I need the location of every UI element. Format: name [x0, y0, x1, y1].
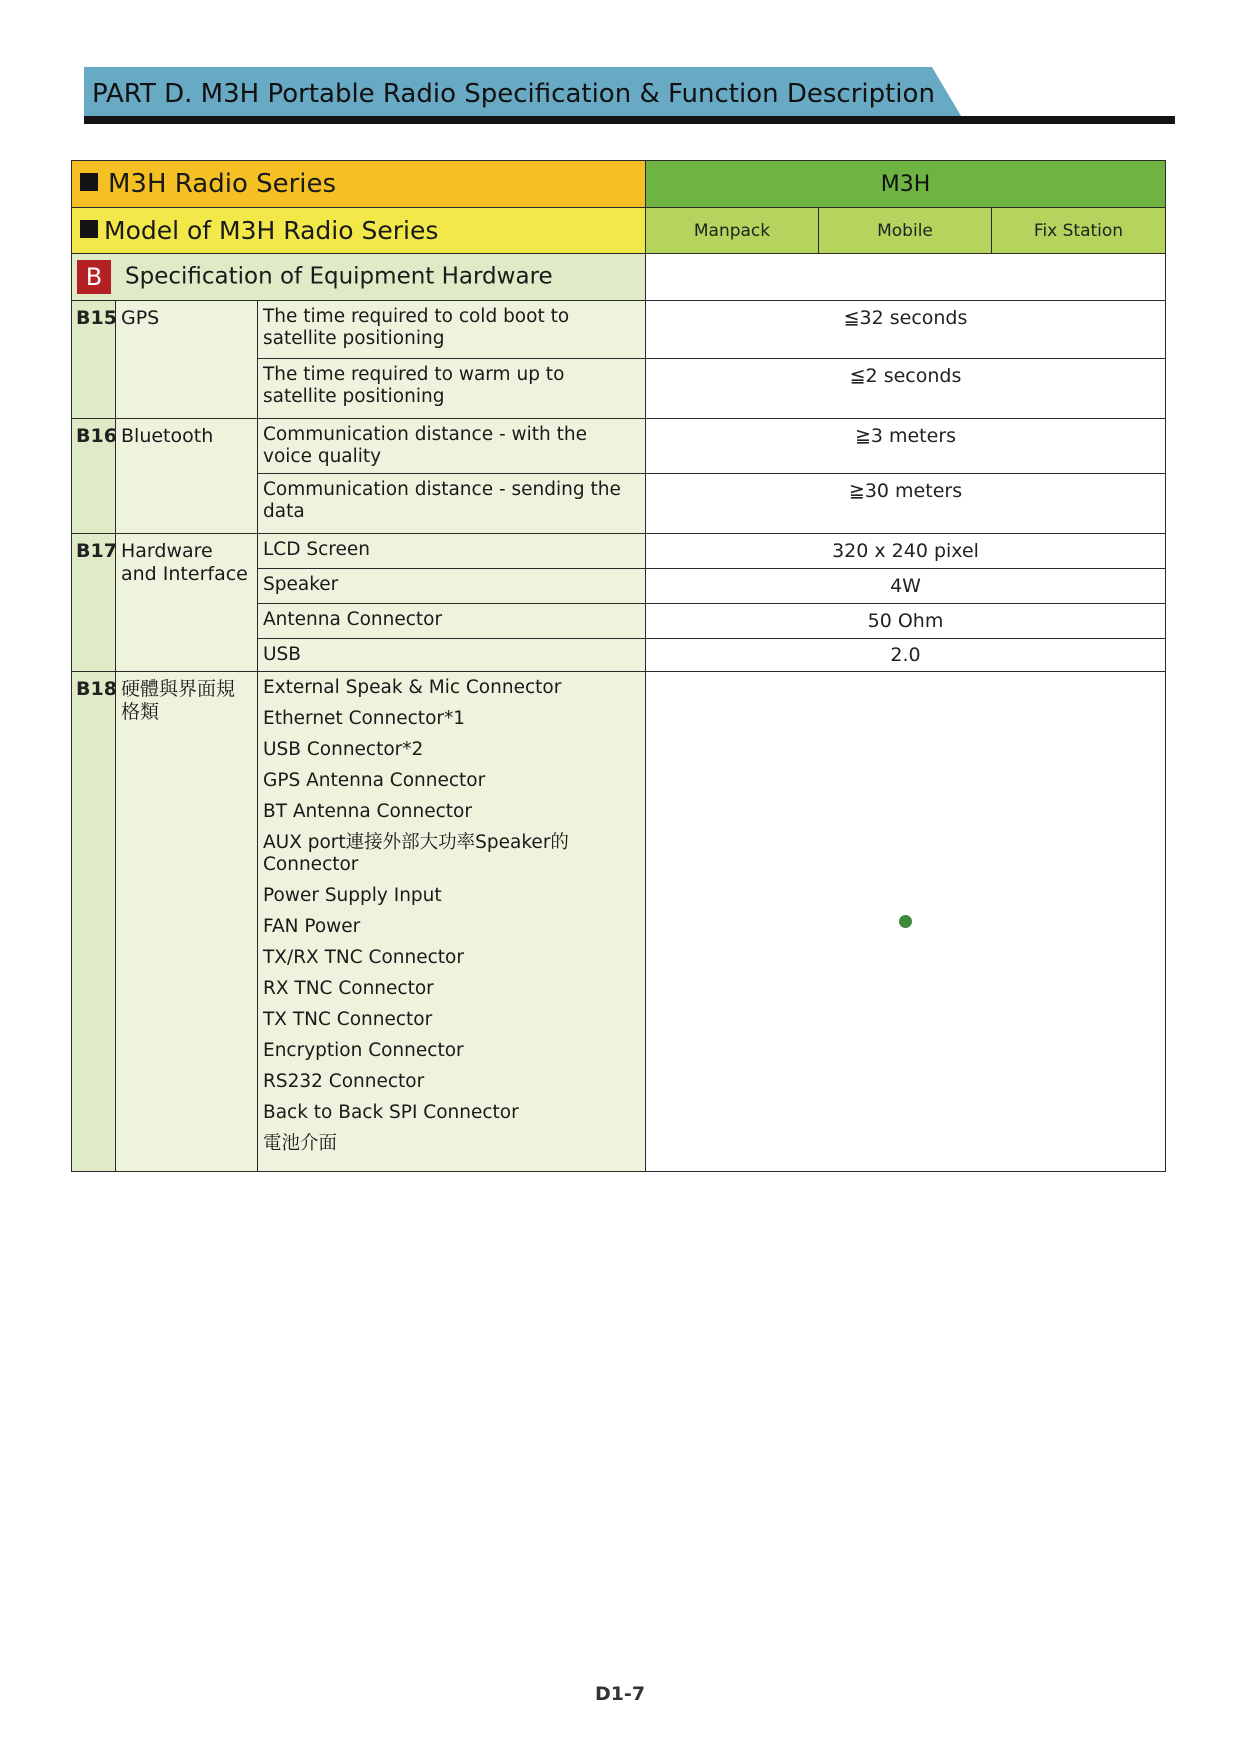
list-item: GPS Antenna Connector	[263, 770, 486, 791]
row-category: Bluetooth	[116, 419, 258, 534]
series-label-cell	[72, 161, 646, 208]
section-row	[72, 254, 1166, 301]
row-category: GPS	[116, 301, 258, 419]
list-item: Power Supply Input	[263, 885, 442, 906]
spec-value: ≦2 seconds	[646, 359, 1166, 419]
list-item: Encryption Connector	[263, 1040, 464, 1061]
series-row	[72, 161, 1166, 208]
list-item: AUX port連接外部大功率Speaker的Connector	[263, 832, 569, 875]
list-item: 電池介面	[263, 1133, 338, 1154]
spec-item: The time required to cold boot to satellite positioning	[258, 301, 646, 359]
list-item: External Speak & Mic Connector	[263, 677, 562, 698]
spec-value: 4W	[646, 569, 1166, 604]
row-code: B15	[72, 301, 116, 419]
row-category: 硬體與界面規格類	[116, 672, 258, 1172]
table-row	[72, 672, 1166, 1172]
spec-item: Communication distance - sending the data	[258, 474, 646, 534]
spec-item: Speaker	[258, 569, 646, 604]
list-item: Ethernet Connector*1	[263, 708, 466, 729]
spec-item: Antenna Connector	[258, 604, 646, 639]
row-code: B16	[72, 419, 116, 534]
list-item: Back to Back SPI Connector	[263, 1102, 519, 1123]
list-item: TX/RX TNC Connector	[263, 947, 464, 968]
spec-item: The time required to warm up to satellite positioning	[258, 359, 646, 419]
supported-dot-icon	[899, 915, 912, 928]
square-bullet-icon	[80, 220, 98, 238]
row-category: Hardware and Interface	[116, 534, 258, 672]
list-item: RX TNC Connector	[263, 978, 434, 999]
spec-value: ≦32 seconds	[646, 301, 1166, 359]
model-fix-station: Fix Station	[992, 208, 1166, 254]
row-code: B18	[72, 672, 116, 1172]
section-header	[72, 254, 646, 301]
section-title: Specification of Equipment Hardware	[125, 263, 553, 290]
list-item: RS232 Connector	[263, 1071, 425, 1092]
section-empty-cell	[646, 254, 1166, 301]
page-title: PART D. M3H Portable Radio Specification & Function Description	[92, 79, 935, 109]
page-number: D1-7	[594, 1683, 646, 1705]
connector-list	[258, 672, 646, 1172]
list-item: USB Connector*2	[263, 739, 424, 760]
model-row	[72, 208, 1166, 254]
section-badge: B	[77, 260, 111, 294]
table-row	[72, 301, 1166, 359]
model-mobile: Mobile	[819, 208, 992, 254]
spec-item: USB	[258, 639, 646, 672]
model-manpack: Manpack	[646, 208, 819, 254]
spec-table	[71, 160, 1166, 1172]
header-rule	[84, 116, 1175, 124]
spec-value: ≧30 meters	[646, 474, 1166, 534]
list-item: FAN Power	[263, 916, 361, 937]
list-item: TX TNC Connector	[263, 1009, 433, 1030]
table-row	[72, 534, 1166, 569]
row-code: B17	[72, 534, 116, 672]
series-label: M3H Radio Series	[108, 169, 337, 199]
spec-value: 50 Ohm	[646, 604, 1166, 639]
spec-value: 2.0	[646, 639, 1166, 672]
table-row	[72, 419, 1166, 474]
spec-value: ≧3 meters	[646, 419, 1166, 474]
spec-item: Communication distance - with the voice quality	[258, 419, 646, 474]
supported-indicator-cell	[646, 672, 1166, 1172]
list-item: BT Antenna Connector	[263, 801, 472, 822]
spec-item: LCD Screen	[258, 534, 646, 569]
product-header: M3H	[646, 161, 1166, 208]
square-bullet-icon	[80, 173, 98, 191]
model-label: Model of M3H Radio Series	[104, 216, 439, 245]
model-label-cell	[72, 208, 646, 254]
spec-value: 320 x 240 pixel	[646, 534, 1166, 569]
